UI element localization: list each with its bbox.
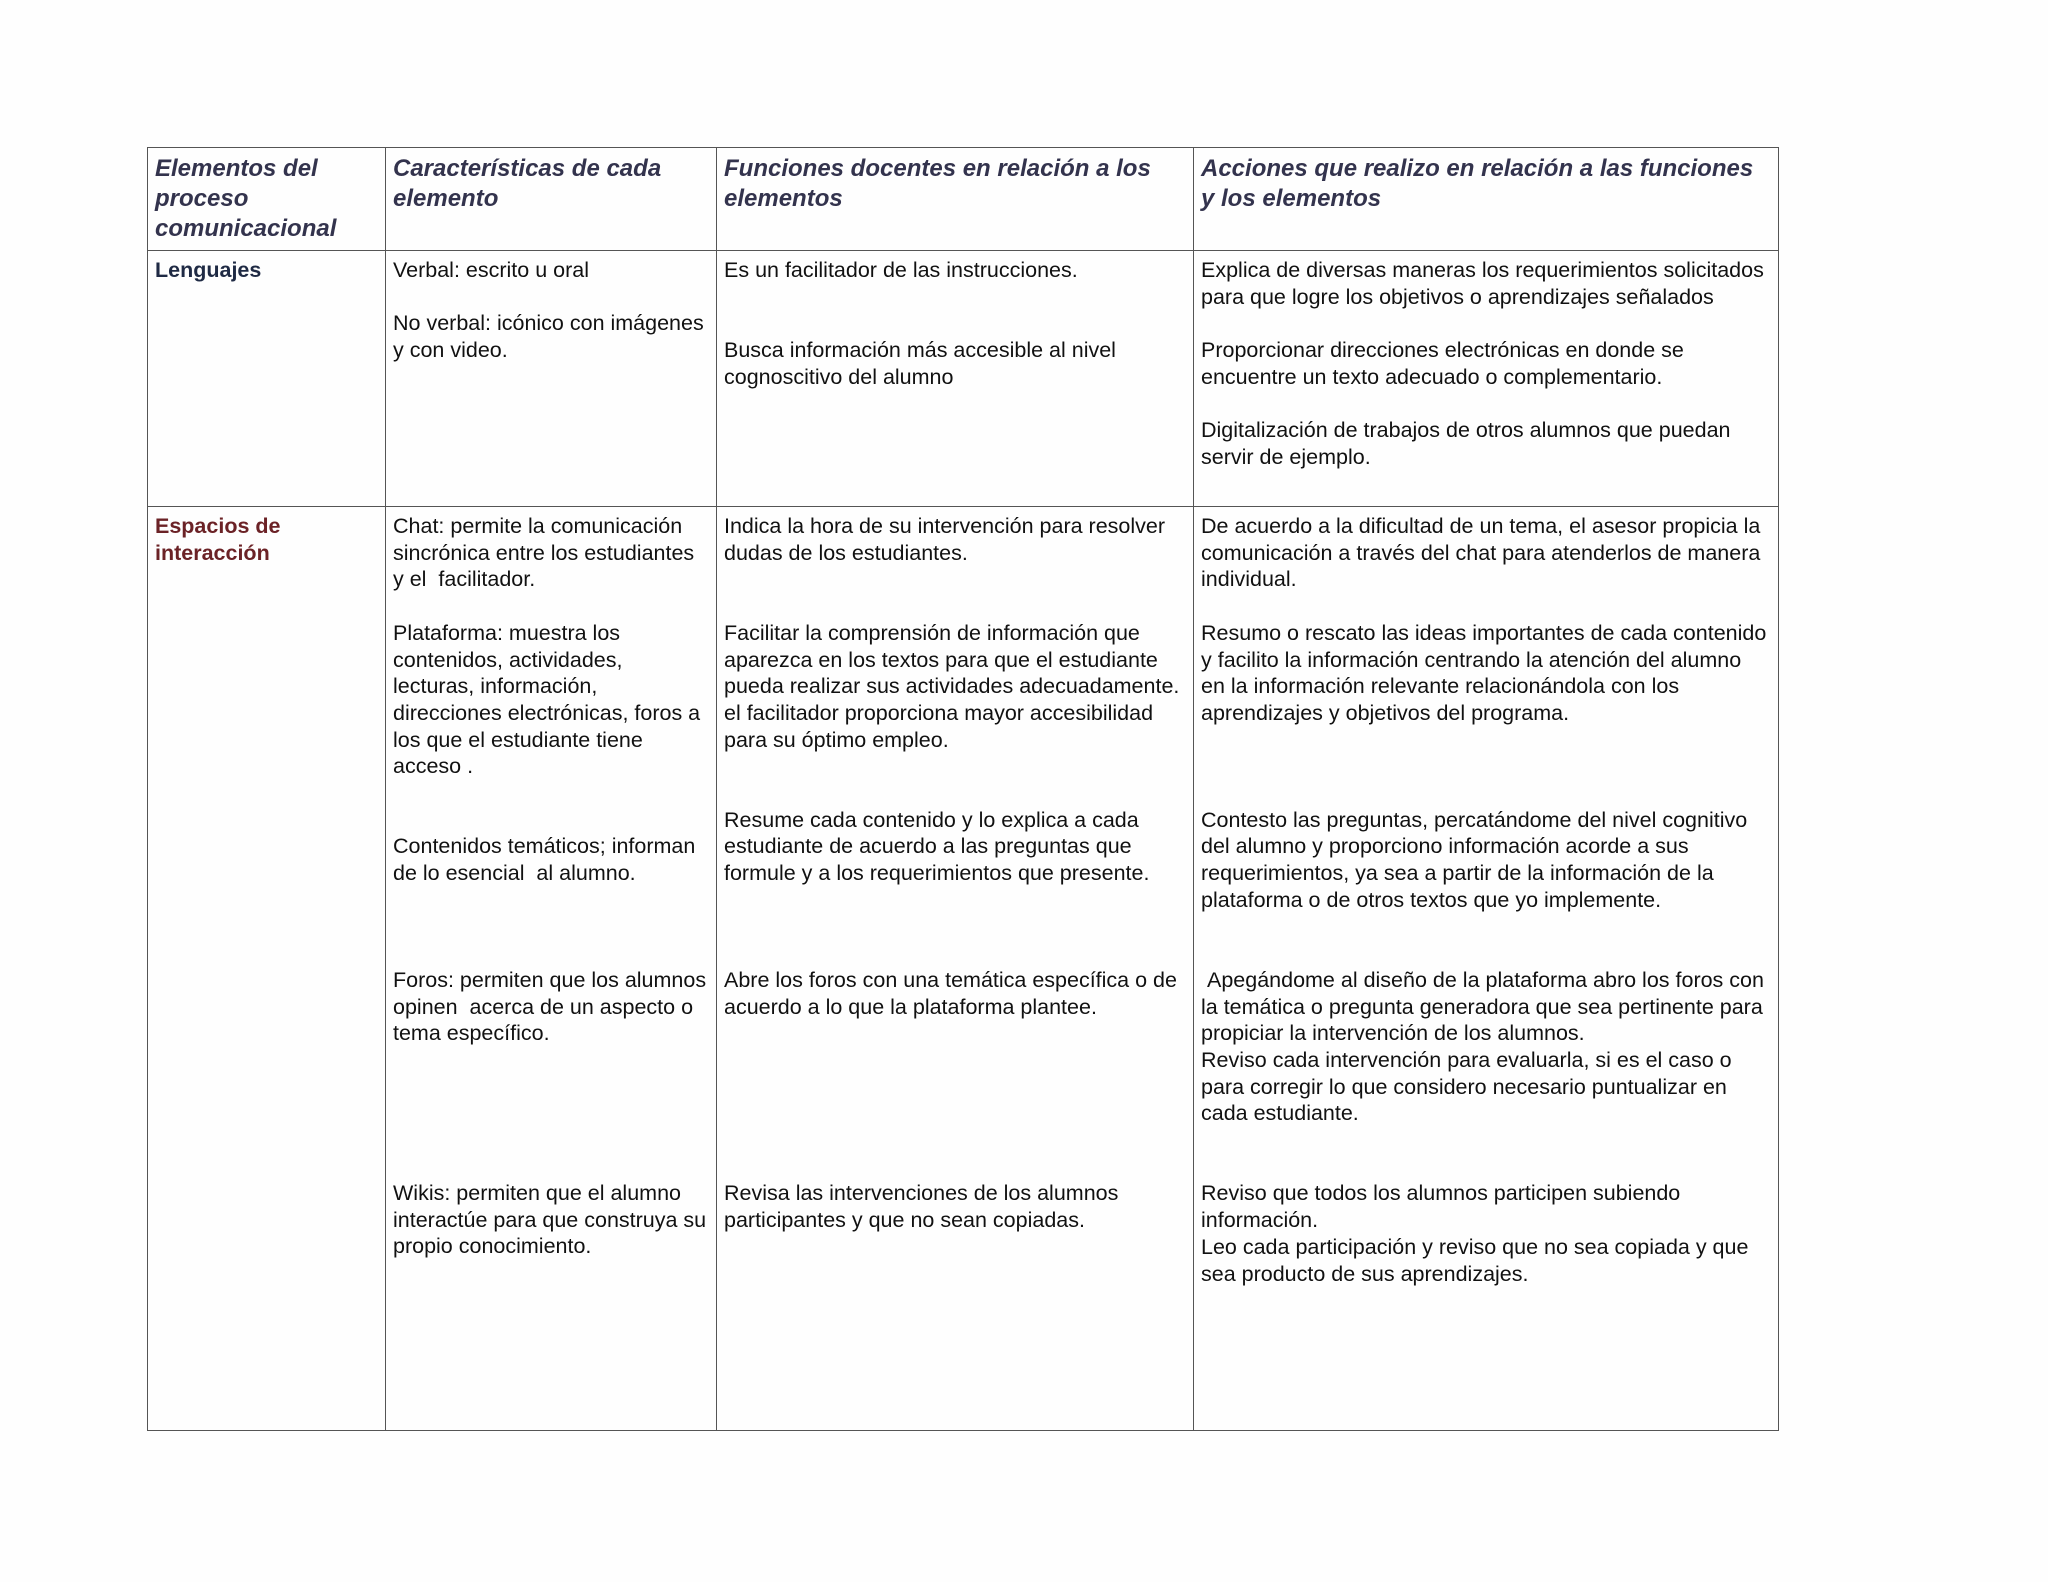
cell-functions [717, 507, 1194, 1431]
function-text: Abre los foros con una temática específica o de acuerdo a lo que la plataforma plantee. [724, 967, 1183, 1019]
action-text: Proporcionar direcciones electrónicas en donde se encuentre un texto adecuado o complementario. [1201, 338, 1690, 389]
function-text: Busca información más accesible al nivel cognoscitivo del alumno [724, 338, 1122, 389]
cell-element [148, 507, 386, 1431]
action-text: Leo cada participación y reviso que no sea copiada y que sea producto de sus aprendizajes. [1201, 1234, 1755, 1286]
cell-characteristics [386, 507, 717, 1431]
header-elements: Elementos del proceso comunicacional [148, 148, 386, 251]
characteristic-text: Plataforma: muestra los contenidos, actividades, lecturas, información, direcciones electrónicas, foros a los que el estudiante tiene acceso . [393, 620, 707, 779]
cell-element [148, 251, 386, 507]
header-actions: Acciones que realizo en relación a las funciones y los elementos [1194, 148, 1779, 251]
action-text: Apegándome al diseño de la plataforma abro los foros con la temática o pregunta generadora que sea pertinente para propiciar la intervención de los alumnos. [1201, 967, 1770, 1046]
function-text: Es un facilitador de las instrucciones. [724, 258, 1078, 282]
characteristic-text: Foros: permiten que los alumnos opinen acerca de un aspecto o tema específico. [393, 967, 713, 1046]
row-label-espacios: Espacios de interacción [155, 514, 287, 565]
action-text: Reviso cada intervención para evaluarla, si es el caso o para corregir lo que considero necesario puntualizar en cada estudiante. [1201, 1047, 1738, 1126]
cell-actions [1194, 251, 1779, 507]
function-text: Resume cada contenido y lo explica a cada estudiante de acuerdo a las preguntas que formule y a los requerimientos que presente. [724, 807, 1150, 886]
row-label-lenguajes: Lenguajes [155, 258, 262, 282]
function-text: Revisa las intervenciones de los alumnos participantes y que no sean copiadas. [724, 1181, 1125, 1232]
characteristic-text: Chat: permite la comunicación sincrónica entre los estudiantes y el facilitador. [393, 514, 701, 592]
cell-actions [1194, 507, 1779, 1431]
action-text: De acuerdo a la dificultad de un tema, el asesor propicia la comunicación a través del chat para atenderlos de manera individual. [1201, 514, 1767, 592]
cell-functions [717, 251, 1194, 507]
characteristic-text: Verbal: escrito u oral [393, 258, 589, 282]
characteristic-text: No verbal: icónico con imágenes y con video. [393, 311, 716, 363]
cell-characteristics [386, 251, 717, 507]
function-text: Indica la hora de su intervención para resolver dudas de los estudiantes. [724, 514, 1171, 565]
communication-elements-table [147, 147, 1779, 1431]
table-header-row [148, 148, 1779, 251]
action-text: Digitalización de trabajos de otros alumnos que puedan servir de ejemplo. [1201, 418, 1737, 469]
action-text: Contesto las preguntas, percatándome del nivel cognitivo del alumno y proporciono información acorde a sus requerimientos, ya sea a partir de la información de la plataforma o de otros textos que yo implemente. [1201, 807, 1754, 912]
characteristic-text: Wikis: permiten que el alumno interactúe para que construya su propio conocimiento. [393, 1180, 713, 1259]
action-text: Explica de diversas maneras los requerimientos solicitados para que logre los objetivos o aprendizajes señalados [1201, 258, 1770, 309]
header-functions: Funciones docentes en relación a los elementos [717, 148, 1194, 251]
function-text: Facilitar la comprensión de información que aparezca en los textos para que el estudiante pueda realizar sus actividades adecuadamente. el facilitador proporciona mayor accesibilidad para su óptimo empleo. [724, 620, 1186, 752]
characteristic-text: Contenidos temáticos; informan de lo esencial al alumno. [393, 834, 702, 886]
action-text: Reviso que todos los alumnos participen subiendo información. [1201, 1181, 1687, 1233]
table-row-espacios [148, 507, 1779, 1431]
header-characteristics: Características de cada elemento [386, 148, 717, 251]
action-text: Resumo o rescato las ideas importantes de cada contenido y facilito la información centrando la atención del alumno en la información relevante relacionándola con los aprendizajes y objetivos del programa. [1201, 620, 1773, 725]
table-row-lenguajes [148, 251, 1779, 507]
